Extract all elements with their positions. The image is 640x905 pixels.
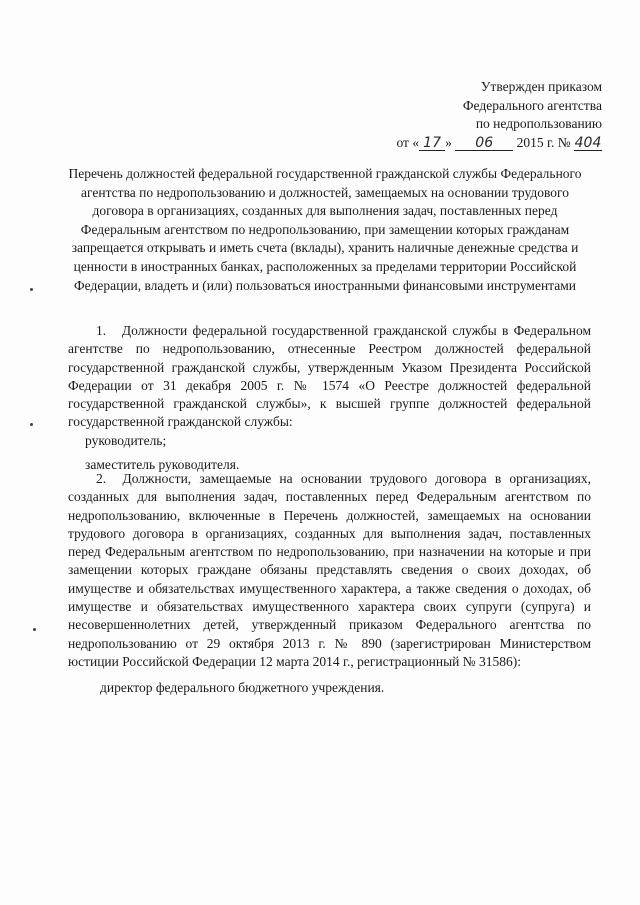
date-prefix: от « (396, 134, 420, 150)
scan-speck (33, 628, 36, 631)
approval-date-line (396, 134, 602, 153)
handwritten-day: 17 (419, 136, 445, 151)
approval-line-3: по недропользованию (475, 116, 602, 131)
section-1-text: 1. Должности федеральной государственной гражданской службы в Федеральном агентстве по недропользованию, отнесенные Реестром должностей федеральной государственной гражданской службы, утвержденным Указом Президента Российской Федерации от 31 декабря 2005 г. № 1574 «О Реестре должностей федеральной государственной гражданской службы», к высшей группе должностей федеральной государственной гражданской службы: (68, 323, 591, 430)
section-2 (68, 470, 591, 698)
handwritten-month: 06 (455, 136, 513, 151)
list-item: директор федерального бюджетного учреждения. (100, 680, 385, 696)
handwritten-order-number: 404 (574, 134, 602, 151)
approval-line-2: Федерального агентства (462, 97, 602, 113)
date-quote-close: » (445, 134, 452, 150)
list-item: руководитель; (85, 432, 167, 448)
document-title: Перечень должностей федеральной государственной гражданской службы Федерального агентства по недропользованию и должностей, замещаемых на основании трудового договора в организациях, созданных для выполнения задач, поставленных перед Федеральным агентством по недропользованию, при замещении которых гражданам запрещается открывать и иметь счета (вклады), хранить наличные денежные средства и ценности в иностранных банках, расположенных за пределами территории Российской Федерации, владеть и (или) пользоваться иностранными финансовыми инструментами (68, 166, 582, 293)
approval-line-1: Утвержден приказом (480, 79, 602, 94)
scan-speck (30, 423, 33, 426)
section-2-text: 2. Должности, замещаемые на основании трудового договора в организациях, созданных для выполнения задач, поставленных перед Федеральным агентством по недропользованию, включенные в Перечень должностей, замещаемых на основании трудового договора в организациях, созданных для выполнения задач, поставленных перед Федеральным агентством по недропользованию, при назначении на которые и при замещении которых граждане обязаны представлять сведения о своих доходах, об имуществе и обязательствах имущественного характера, а также сведения о доходах, об имуществе и обязательствах имущественного характера своих супруги (супруга) и несовершеннолетних детей, утвержденный приказом Федерального агентства по недропользованию от 29 октября 2013 г. № 890 (зарегистрирован Министерством юстиции Российской Федерации 12 марта 2014 г., регистрационный № 31586): (68, 471, 591, 669)
scan-speck (30, 288, 33, 291)
date-year-number-label: 2015 г. № (516, 134, 571, 150)
approval-stamp (396, 78, 602, 152)
list-item: заместитель руководителя. (85, 457, 240, 473)
section-1 (68, 322, 591, 474)
